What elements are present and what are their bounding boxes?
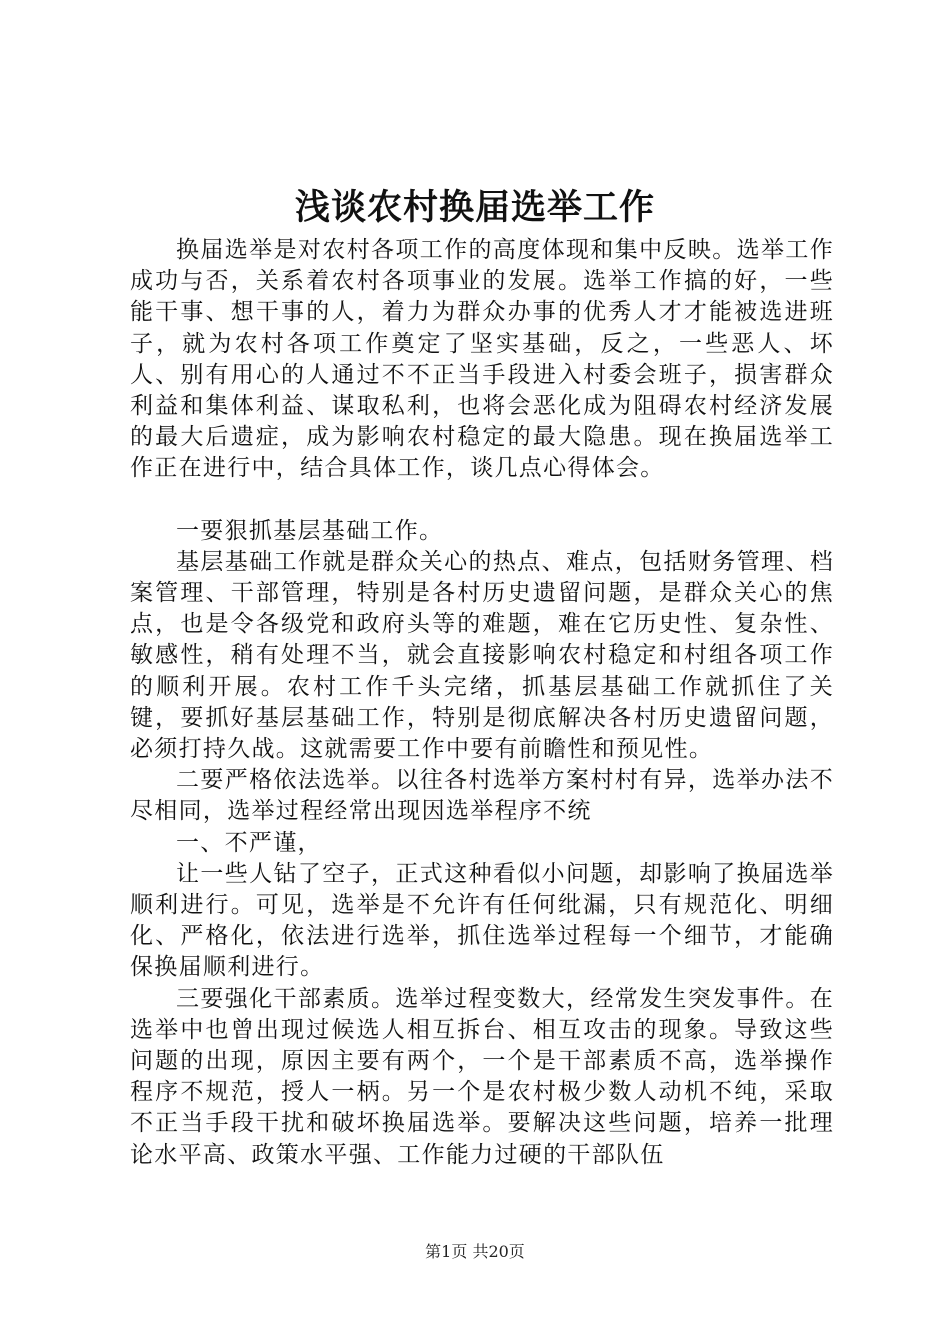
paragraph-intro: 换届选举是对农村各项工作的高度体现和集中反映。选举工作成功与否，关系着农村各项事业的发展。选举工作搞的好，一些能干事、想干事的人，着力为群众办事的优秀人才才能被选进班子，就为农村各项工作奠定了坚实基础，反之，一些恶人、坏人、别有用心的人通过不不正当手段进入村委会班子，损害群众利益和集体利益、谋取私利，也将会恶化成为阻碍农村经济发展的最大后遗症，成为影响农村稳定的最大隐患。现在换届选举工作正在进行中，结合具体工作，谈几点心得体会。 (130, 237, 834, 482)
paragraph-heading-3: 三要强化干部素质。选举过程变数大，经常发生突发事件。在选举中也曾出现过候选人相互拆台、相互攻击的现象。导致这些问题的出现，原因主要有两个，一个是干部素质不高，选举操作程序不规范，授人一柄。另一个是农村极少数人动机不纯，采取不正当手段干扰和破坏换届选举。要解决这些问题，培养一批理论水平高、政策水平强、工作能力过硬的干部队伍 (130, 985, 834, 1168)
paragraph-body-2: 让一些人钻了空子，正式这种看似小问题，却影响了换届选举顺利进行。可见，选举是不允许有任何纰漏，只有规范化、明细化、严格化，依法进行选举，抓住选举过程每一个细节，才能确保换届顺利进行。 (130, 860, 834, 981)
paragraph-heading-1: 一要狠抓基层基础工作。 (176, 517, 444, 544)
paragraph-heading-2: 二要严格依法选举。以往各村选举方案村村有异，选举办法不尽相同，选举过程经常出现因选举程序不统 (130, 767, 834, 825)
page-footer: 第1页 共20页 (425, 1242, 525, 1261)
paragraph-body-1: 基层基础工作就是群众关心的热点、难点，包括财务管理、档案管理、干部管理，特别是各村历史遗留问题，是群众关心的焦点，也是令各级党和政府头等的难题，难在它历史性、复杂性、敏感性，稍有处理不当，就会直接影响农村稳定和村组各项工作的顺利开展。农村工作千头完绪，抓基层基础工作就抓住了关键，要抓好基层基础工作，特别是彻底解决各村历史遗留问题，必须打持久战。这就需要工作中要有前瞻性和预见性。 (130, 548, 834, 763)
document-body (130, 235, 834, 1171)
paragraph-fragment: 一、不严谨， (176, 829, 322, 856)
document-title: 浅谈农村换届选举工作 (294, 187, 655, 228)
